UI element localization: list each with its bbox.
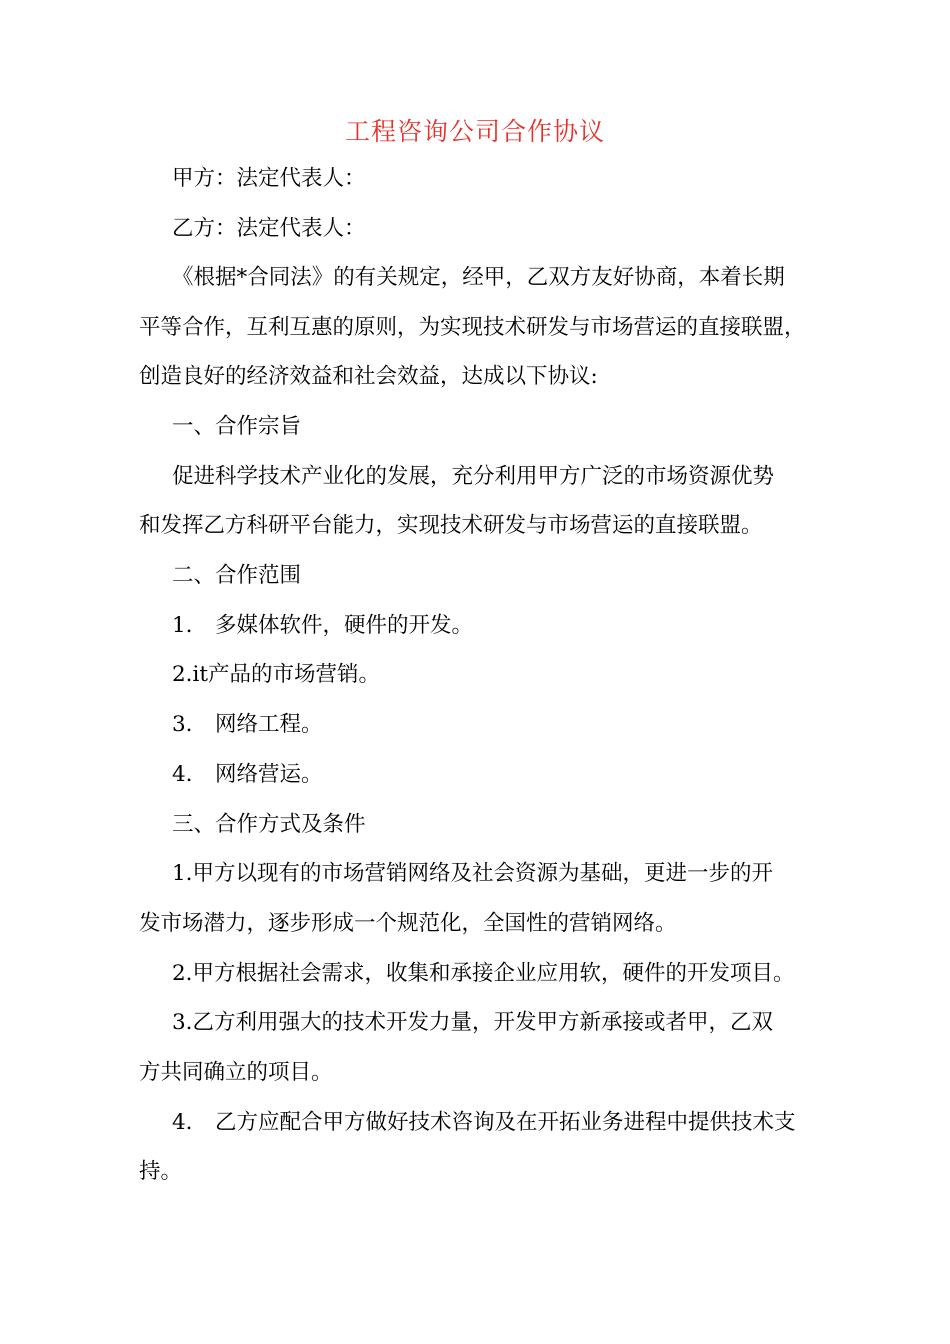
document-title: 工程咨询公司合作协议 — [344, 117, 605, 146]
party-a-line: 甲方：法定代表人： — [172, 166, 366, 191]
condition-2: 2.甲方根据社会需求，收集和承接企业应用软，硬件的开发项目。 — [172, 961, 795, 986]
scope-item-4 — [172, 760, 323, 790]
section-1-line-2: 和发挥乙方科研平台能力，实现技术研发与市场营运的直接联盟。 — [139, 513, 763, 538]
condition-1-line-1: 1.甲方以现有的市场营销网络及社会资源为基础，更进一步的开 — [172, 861, 774, 886]
condition-3-line-2: 方共同确立的项目。 — [139, 1060, 333, 1085]
intro-line-3: 创造良好的经济效益和社会效益，达成以下协议: — [139, 364, 598, 389]
section-3-heading: 三、合作方式及条件 — [172, 812, 366, 837]
scope-item-text: 多媒体软件，硬件的开发。 — [215, 613, 474, 638]
condition-4-line-2: 持。 — [139, 1159, 183, 1184]
condition-4-line-1 — [172, 1108, 796, 1138]
scope-item-number: 1. — [172, 613, 193, 638]
scope-item-number: 4. — [172, 762, 193, 787]
intro-line-2: 平等合作，互利互惠的原则，为实现技术研发与市场营运的直接联盟， — [139, 315, 806, 340]
section-1-heading: 一、合作宗旨 — [172, 414, 302, 439]
condition-number: 4. — [172, 1110, 193, 1135]
scope-item-2: 2.it产品的市场营销。 — [172, 662, 381, 687]
party-b-line: 乙方：法定代表人： — [172, 216, 366, 241]
scope-item-number: 3. — [172, 712, 193, 737]
scope-item-3 — [172, 710, 323, 740]
condition-text: 乙方应配合甲方做好技术咨询及在开拓业务进程中提供技术支 — [215, 1110, 796, 1135]
scope-item-text: 网络工程。 — [215, 712, 323, 737]
section-1-line-1: 促进科学技术产业化的发展，充分利用甲方广泛的市场资源优势 — [172, 464, 775, 489]
scope-item-text: 网络营运。 — [215, 762, 323, 787]
condition-3-line-1: 3.乙方利用强大的技术开发力量，开发甲方新承接或者甲，乙双 — [172, 1010, 774, 1035]
section-2-heading: 二、合作范围 — [172, 563, 302, 588]
condition-1-line-2: 发市场潜力，逐步形成一个规范化，全国性的营销网络。 — [139, 911, 677, 936]
scope-item-1 — [172, 611, 473, 641]
intro-line-1: 《根据*合同法》的有关规定，经甲，乙双方友好协商，本着长期 — [172, 265, 785, 290]
